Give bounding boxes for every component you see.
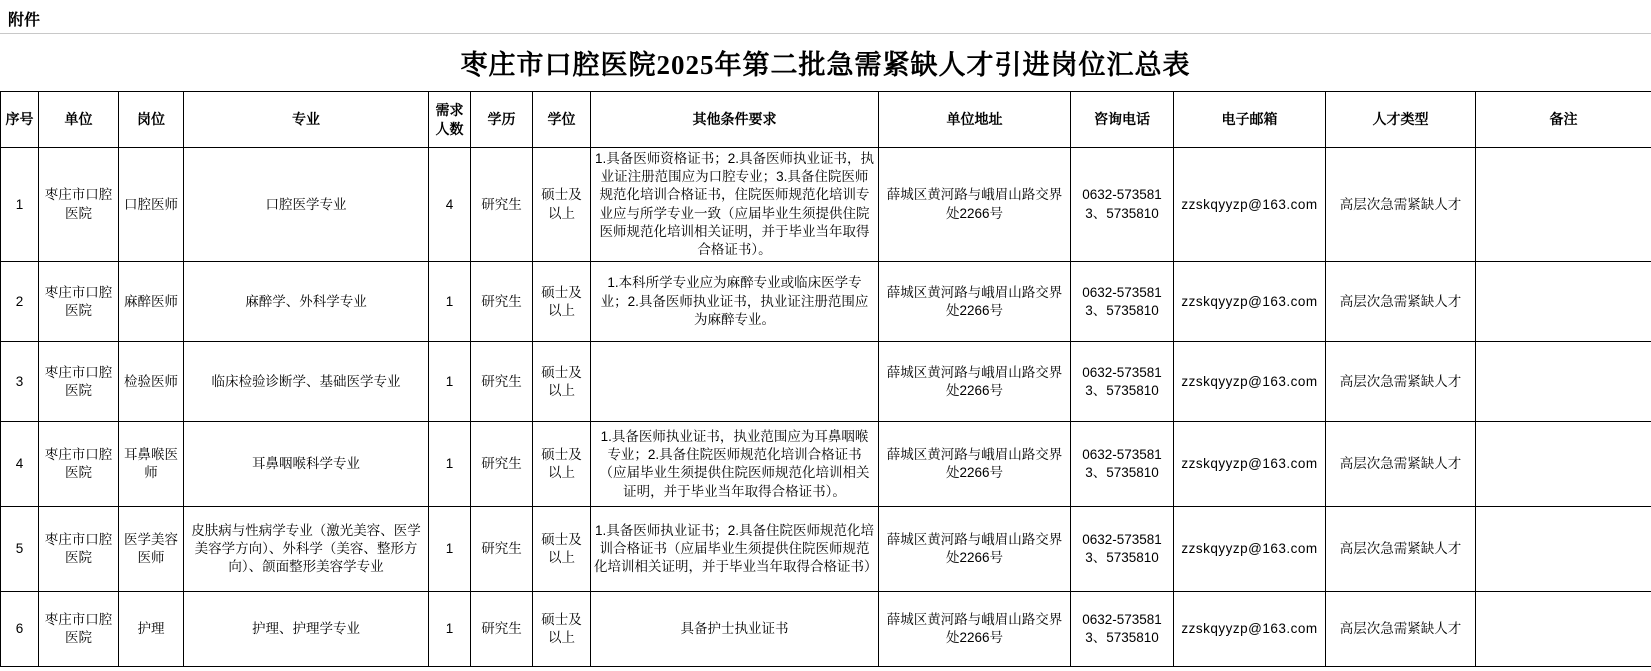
cell-position: 检验医师	[119, 342, 184, 422]
cell-unit: 枣庄市口腔医院	[39, 507, 119, 592]
cell-phone: 0632-5735813、5735810	[1071, 507, 1174, 592]
cell-email: zzskqyyzp@163.com	[1174, 422, 1326, 507]
cell-education: 研究生	[471, 507, 533, 592]
cell-count: 1	[429, 422, 471, 507]
table-row	[1, 262, 1651, 342]
cell-requirements: 1.本科所学专业应为麻醉专业或临床医学专业；2.具备医师执业证书，执业证注册范围应为麻醉专业。	[591, 262, 879, 342]
cell-seq: 5	[1, 507, 39, 592]
cell-count: 4	[429, 148, 471, 262]
cell-count: 1	[429, 507, 471, 592]
cell-degree: 硕士及以上	[533, 422, 591, 507]
cell-unit: 枣庄市口腔医院	[39, 148, 119, 262]
cell-count: 1	[429, 592, 471, 667]
cell-position: 口腔医师	[119, 148, 184, 262]
col-header-email: 电子邮箱	[1174, 92, 1326, 148]
cell-talent-type: 高层次急需紧缺人才	[1326, 507, 1476, 592]
cell-degree: 硕士及以上	[533, 342, 591, 422]
cell-education: 研究生	[471, 342, 533, 422]
cell-remark	[1476, 342, 1651, 422]
cell-major: 耳鼻咽喉科学专业	[184, 422, 429, 507]
page-title: 枣庄市口腔医院2025年第二批急需紧缺人才引进岗位汇总表	[460, 50, 1191, 80]
positions-table	[0, 91, 1651, 667]
col-header-count: 需求人数	[429, 92, 471, 148]
cell-talent-type: 高层次急需紧缺人才	[1326, 262, 1476, 342]
cell-seq: 3	[1, 342, 39, 422]
cell-remark	[1476, 148, 1651, 262]
cell-seq: 1	[1, 148, 39, 262]
cell-talent-type: 高层次急需紧缺人才	[1326, 592, 1476, 667]
col-header-education: 学历	[471, 92, 533, 148]
col-header-seq: 序号	[1, 92, 39, 148]
cell-address: 薛城区黄河路与峨眉山路交界处2266号	[879, 422, 1071, 507]
attachment-label-bar	[0, 0, 1651, 34]
cell-requirements	[591, 342, 879, 422]
col-header-unit: 单位	[39, 92, 119, 148]
cell-email: zzskqyyzp@163.com	[1174, 507, 1326, 592]
cell-education: 研究生	[471, 262, 533, 342]
cell-requirements: 具备护士执业证书	[591, 592, 879, 667]
col-header-requirements: 其他条件要求	[591, 92, 879, 148]
cell-phone: 0632-5735813、5735810	[1071, 148, 1174, 262]
cell-address: 薛城区黄河路与峨眉山路交界处2266号	[879, 592, 1071, 667]
cell-remark	[1476, 507, 1651, 592]
cell-position: 护理	[119, 592, 184, 667]
cell-degree: 硕士及以上	[533, 262, 591, 342]
col-header-position: 岗位	[119, 92, 184, 148]
cell-major: 麻醉学、外科学专业	[184, 262, 429, 342]
table-row	[1, 148, 1651, 262]
cell-major: 护理、护理学专业	[184, 592, 429, 667]
cell-phone: 0632-5735813、5735810	[1071, 342, 1174, 422]
cell-seq: 6	[1, 592, 39, 667]
cell-degree: 硕士及以上	[533, 592, 591, 667]
cell-major: 临床检验诊断学、基础医学专业	[184, 342, 429, 422]
cell-position: 医学美容医师	[119, 507, 184, 592]
cell-position: 耳鼻喉医师	[119, 422, 184, 507]
cell-degree: 硕士及以上	[533, 148, 591, 262]
col-header-talent-type: 人才类型	[1326, 92, 1476, 148]
cell-email: zzskqyyzp@163.com	[1174, 342, 1326, 422]
cell-requirements: 1.具备医师执业证书，执业范围应为耳鼻咽喉专业；2.具备住院医师规范化培训合格证书（应届毕业生须提供住院医师规范化培训相关证明，并于毕业当年取得合格证书）。	[591, 422, 879, 507]
cell-degree: 硕士及以上	[533, 507, 591, 592]
col-header-degree: 学位	[533, 92, 591, 148]
cell-major: 口腔医学专业	[184, 148, 429, 262]
cell-seq: 2	[1, 262, 39, 342]
cell-count: 1	[429, 262, 471, 342]
cell-address: 薛城区黄河路与峨眉山路交界处2266号	[879, 262, 1071, 342]
col-header-major: 专业	[184, 92, 429, 148]
cell-address: 薛城区黄河路与峨眉山路交界处2266号	[879, 507, 1071, 592]
cell-email: zzskqyyzp@163.com	[1174, 262, 1326, 342]
cell-education: 研究生	[471, 422, 533, 507]
cell-talent-type: 高层次急需紧缺人才	[1326, 422, 1476, 507]
cell-unit: 枣庄市口腔医院	[39, 592, 119, 667]
col-header-address: 单位地址	[879, 92, 1071, 148]
cell-education: 研究生	[471, 592, 533, 667]
table-row	[1, 342, 1651, 422]
cell-seq: 4	[1, 422, 39, 507]
cell-remark	[1476, 262, 1651, 342]
cell-address: 薛城区黄河路与峨眉山路交界处2266号	[879, 148, 1071, 262]
cell-phone: 0632-5735813、5735810	[1071, 422, 1174, 507]
table-header-row	[1, 92, 1651, 148]
cell-education: 研究生	[471, 148, 533, 262]
cell-count: 1	[429, 342, 471, 422]
cell-phone: 0632-5735813、5735810	[1071, 592, 1174, 667]
cell-requirements: 1.具备医师执业证书；2.具备住院医师规范化培训合格证书（应届毕业生须提供住院医师规范化培训相关证明，并于毕业当年取得合格证书）	[591, 507, 879, 592]
cell-email: zzskqyyzp@163.com	[1174, 592, 1326, 667]
cell-unit: 枣庄市口腔医院	[39, 342, 119, 422]
cell-remark	[1476, 422, 1651, 507]
cell-unit: 枣庄市口腔医院	[39, 422, 119, 507]
cell-major: 皮肤病与性病学专业（激光美容、医学美容学方向）、外科学（美容、整形方向）、颌面整形美容学专业	[184, 507, 429, 592]
cell-unit: 枣庄市口腔医院	[39, 262, 119, 342]
cell-talent-type: 高层次急需紧缺人才	[1326, 148, 1476, 262]
attachment-label: 附件	[8, 12, 41, 29]
cell-requirements: 1.具备医师资格证书；2.具备医师执业证书，执业证注册范围应为口腔专业；3.具备住院医师规范化培训合格证书，住院医师规范化培训专业应与所学专业一致（应届毕业生须提供住院医师规范化培训相关证明，并于毕业当年取得合格证书）。	[591, 148, 879, 262]
cell-talent-type: 高层次急需紧缺人才	[1326, 342, 1476, 422]
col-header-remark: 备注	[1476, 92, 1651, 148]
table-row	[1, 592, 1651, 667]
cell-remark	[1476, 592, 1651, 667]
title-area	[0, 34, 1651, 91]
table-row	[1, 422, 1651, 507]
cell-position: 麻醉医师	[119, 262, 184, 342]
cell-phone: 0632-5735813、5735810	[1071, 262, 1174, 342]
cell-email: zzskqyyzp@163.com	[1174, 148, 1326, 262]
cell-address: 薛城区黄河路与峨眉山路交界处2266号	[879, 342, 1071, 422]
table-row	[1, 507, 1651, 592]
col-header-phone: 咨询电话	[1071, 92, 1174, 148]
